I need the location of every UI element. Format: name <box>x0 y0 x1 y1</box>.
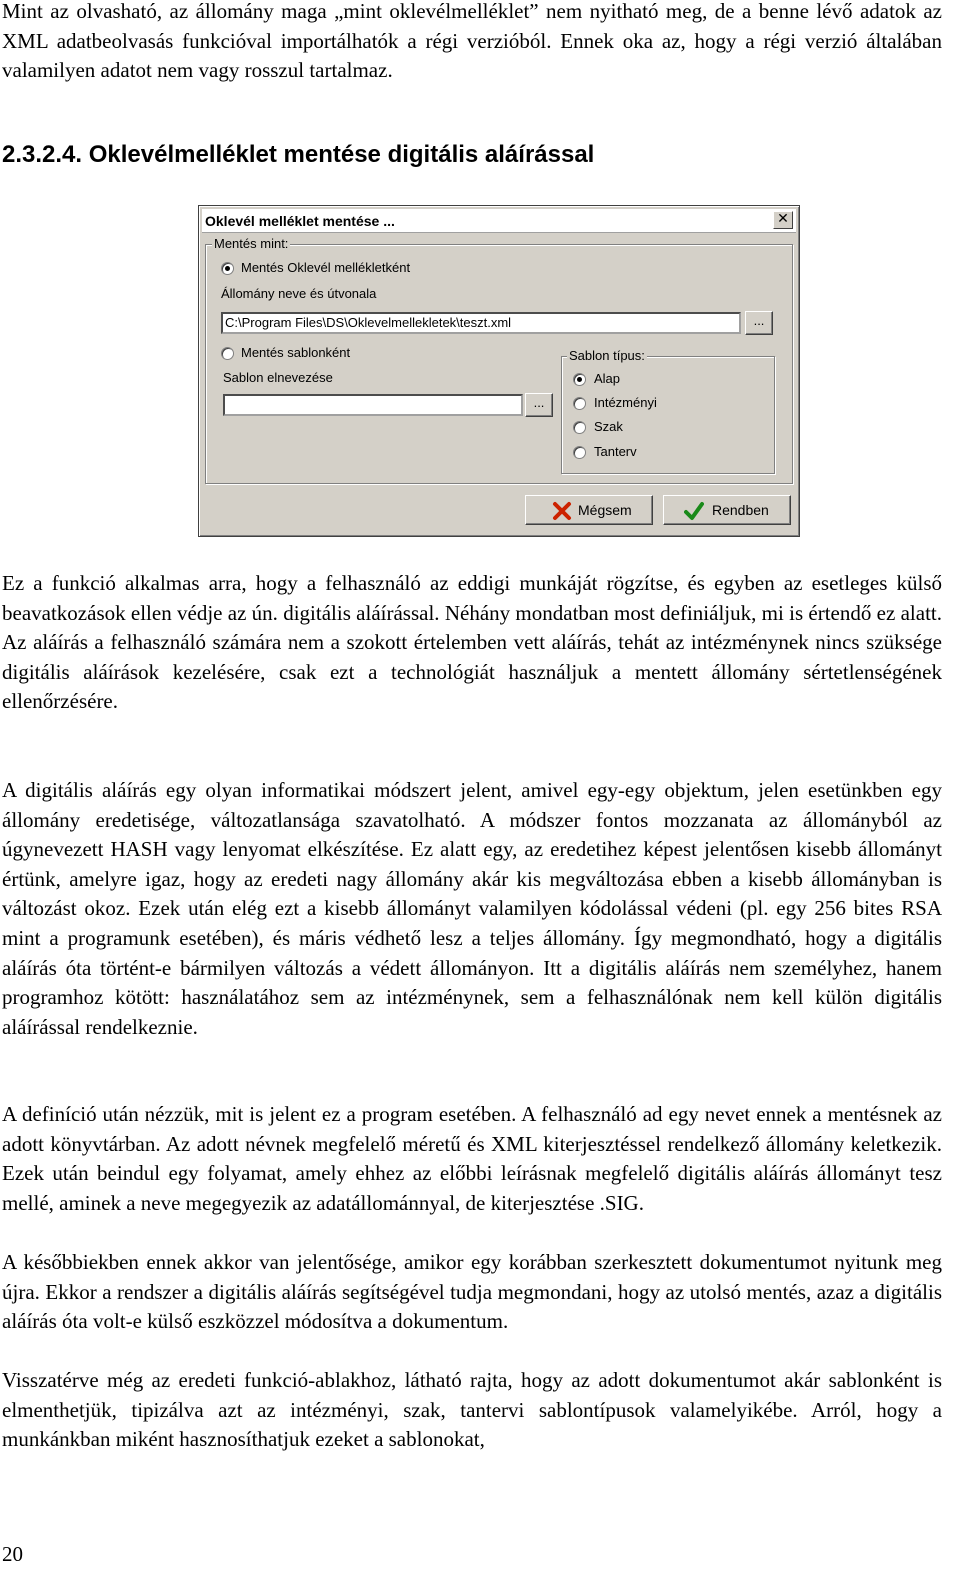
save-dialog-screenshot <box>198 205 800 537</box>
checkmark-icon <box>684 501 704 521</box>
file-path-label: Állomány neve és útvonala <box>221 286 377 301</box>
template-type-szak-label: Szak <box>594 419 623 434</box>
paragraph-definition: A definíció után nézzük, mit is jelent ez a program esetében. A felhasználó ad egy nevet ennek a mentésnek az adott könyvtárban. Az adott névnek megfelelő méretű és XML kiterjesztéssel rendelkező állomány keletkezik. Ezek után beindul egy folyamat, amely ehhez az előbbi leírásnak megfelelő digitális aláírás állományt tesz mellé, aminek a neve megegyezik az adatállománnyal, de kiterjesztése .SIG. <box>2 1102 942 1215</box>
cancel-button[interactable] <box>525 495 653 525</box>
sablon-browse-button[interactable]: ... <box>525 393 553 417</box>
template-type-intezmenyi-label: Intézményi <box>594 395 657 410</box>
sablon-name-input[interactable] <box>223 394 523 416</box>
paragraph-digital-signature: A digitális aláírás egy olyan informatikai módszert jelent, amivel egy-egy objektum, jelen esetünkben egy állomány eredetisége, változatlansága szavatolható. A módszer fontos mozzanata az állományból az úgynevezett HASH vagy lenyomat elkészítése. Ez alatt egy, az eredetihez képest jelentősen kisebb állományt értünk, amelyre igaz, hogy az eredeti nagy állomány akár kis megváltozása ebben a kisebb állományban is változást okoz. Ezek után elég ezt a kisebb állományt valamilyen kódolással védeni (pl. egy 256 bites RSA mint a programunk esetében), és máris védhető lesz a teljes állomány. Így megmondható, hogy a digitális aláírás óta történt-e bármilyen változás a védett állományon. Itt a digitális aláírás nem személyhez, hanem programhoz kötött: használatához sem az intézménynek, sem a felhasználónak nem kell külön digitális aláírással rendelkeznie. <box>2 778 942 1039</box>
close-icon[interactable]: ✕ <box>773 211 793 229</box>
page-number: 20 <box>2 1542 23 1566</box>
radio-template-intezmenyi[interactable] <box>573 397 586 410</box>
radio-template-szak[interactable] <box>573 421 586 434</box>
section-heading: 2.3.2.4. Oklevélmelléklet mentése digitális aláírással <box>2 141 595 168</box>
intro-paragraph: Mint az olvasható, az állomány maga „mint oklevélmelléklet” nem nyitható meg, de a benne lévő adatok az XML adatbeolvasás funkcióval importálhatók a régi verzióból. Ennek oka az, hogy a régi verzió általában valamilyen adatot nem vagy rosszul tartalmaz. <box>2 0 942 83</box>
radio-save-sablon[interactable] <box>221 347 234 360</box>
template-type-group-label: Sablon típus: <box>569 348 645 363</box>
radio-save-sablon-label: Mentés sablonként <box>241 345 351 360</box>
radio-template-alap[interactable] <box>573 373 586 386</box>
paragraph-function: Ez a funkció alkalmas arra, hogy a felhasználó az eddigi munkáját rögzítse, és egyben az esetleges külső beavatkozások ellen védje az ún. digitális aláírással. Néhány mondatban most definiáljuk, mi is értendő ez alatt. Az aláírás a felhasználó számára nem a szokott értelemben vett aláírás, tehát az intézménynek nincs szüksége digitális aláírások kezelésére, csak ezt a technológiát használjuk a mentett állomány sértetlenségének ellenőrzésére. <box>2 571 942 714</box>
ok-button[interactable] <box>663 495 791 525</box>
radio-template-tanterv[interactable] <box>573 446 586 459</box>
template-type-alap-label: Alap <box>594 371 621 386</box>
sablon-name-label: Sablon elnevezése <box>223 370 333 385</box>
cancel-button-label: Mégsem <box>578 502 632 518</box>
paragraph-return: Visszatérve még az eredeti funkció-ablakhoz, látható rajta, hogy az adott dokumentumot akár sablonként is elmenthetjük, tipizálva azt az intézményi, szak, tantervi sablontípusok valamelyikébe. Arról, hogy a munkánkban miként hasznosíthatjuk ezeket a sablonokat, <box>2 1368 942 1452</box>
save-as-group-label: Mentés mint: <box>214 236 289 251</box>
paragraph-later-use: A későbbiekben ennek akkor van jelentősége, amikor egy korábban szerkesztett dokumentumot nyitunk meg újra. Ekkor a rendszer a digitális aláírás segítségével tudja megmondani, hogy az utolsó mentés, azaz a digitális aláírás óta volt-e külső eszközzel módosítva a dokumentum. <box>2 1250 942 1334</box>
cancel-x-icon <box>552 501 572 521</box>
dialog-titlebar <box>202 209 796 233</box>
radio-save-oklevel-label: Mentés Oklevél mellékletként <box>241 260 411 275</box>
ok-button-label: Rendben <box>712 502 769 518</box>
dialog-title: Oklevél melléklet mentése ... <box>205 213 395 229</box>
file-browse-button[interactable]: ... <box>745 311 773 335</box>
file-path-input[interactable]: C:\Program Files\DS\Oklevelmellekletek\teszt.xml <box>221 312 741 334</box>
template-type-tanterv-label: Tanterv <box>594 444 637 459</box>
radio-save-oklevel[interactable] <box>221 262 234 275</box>
